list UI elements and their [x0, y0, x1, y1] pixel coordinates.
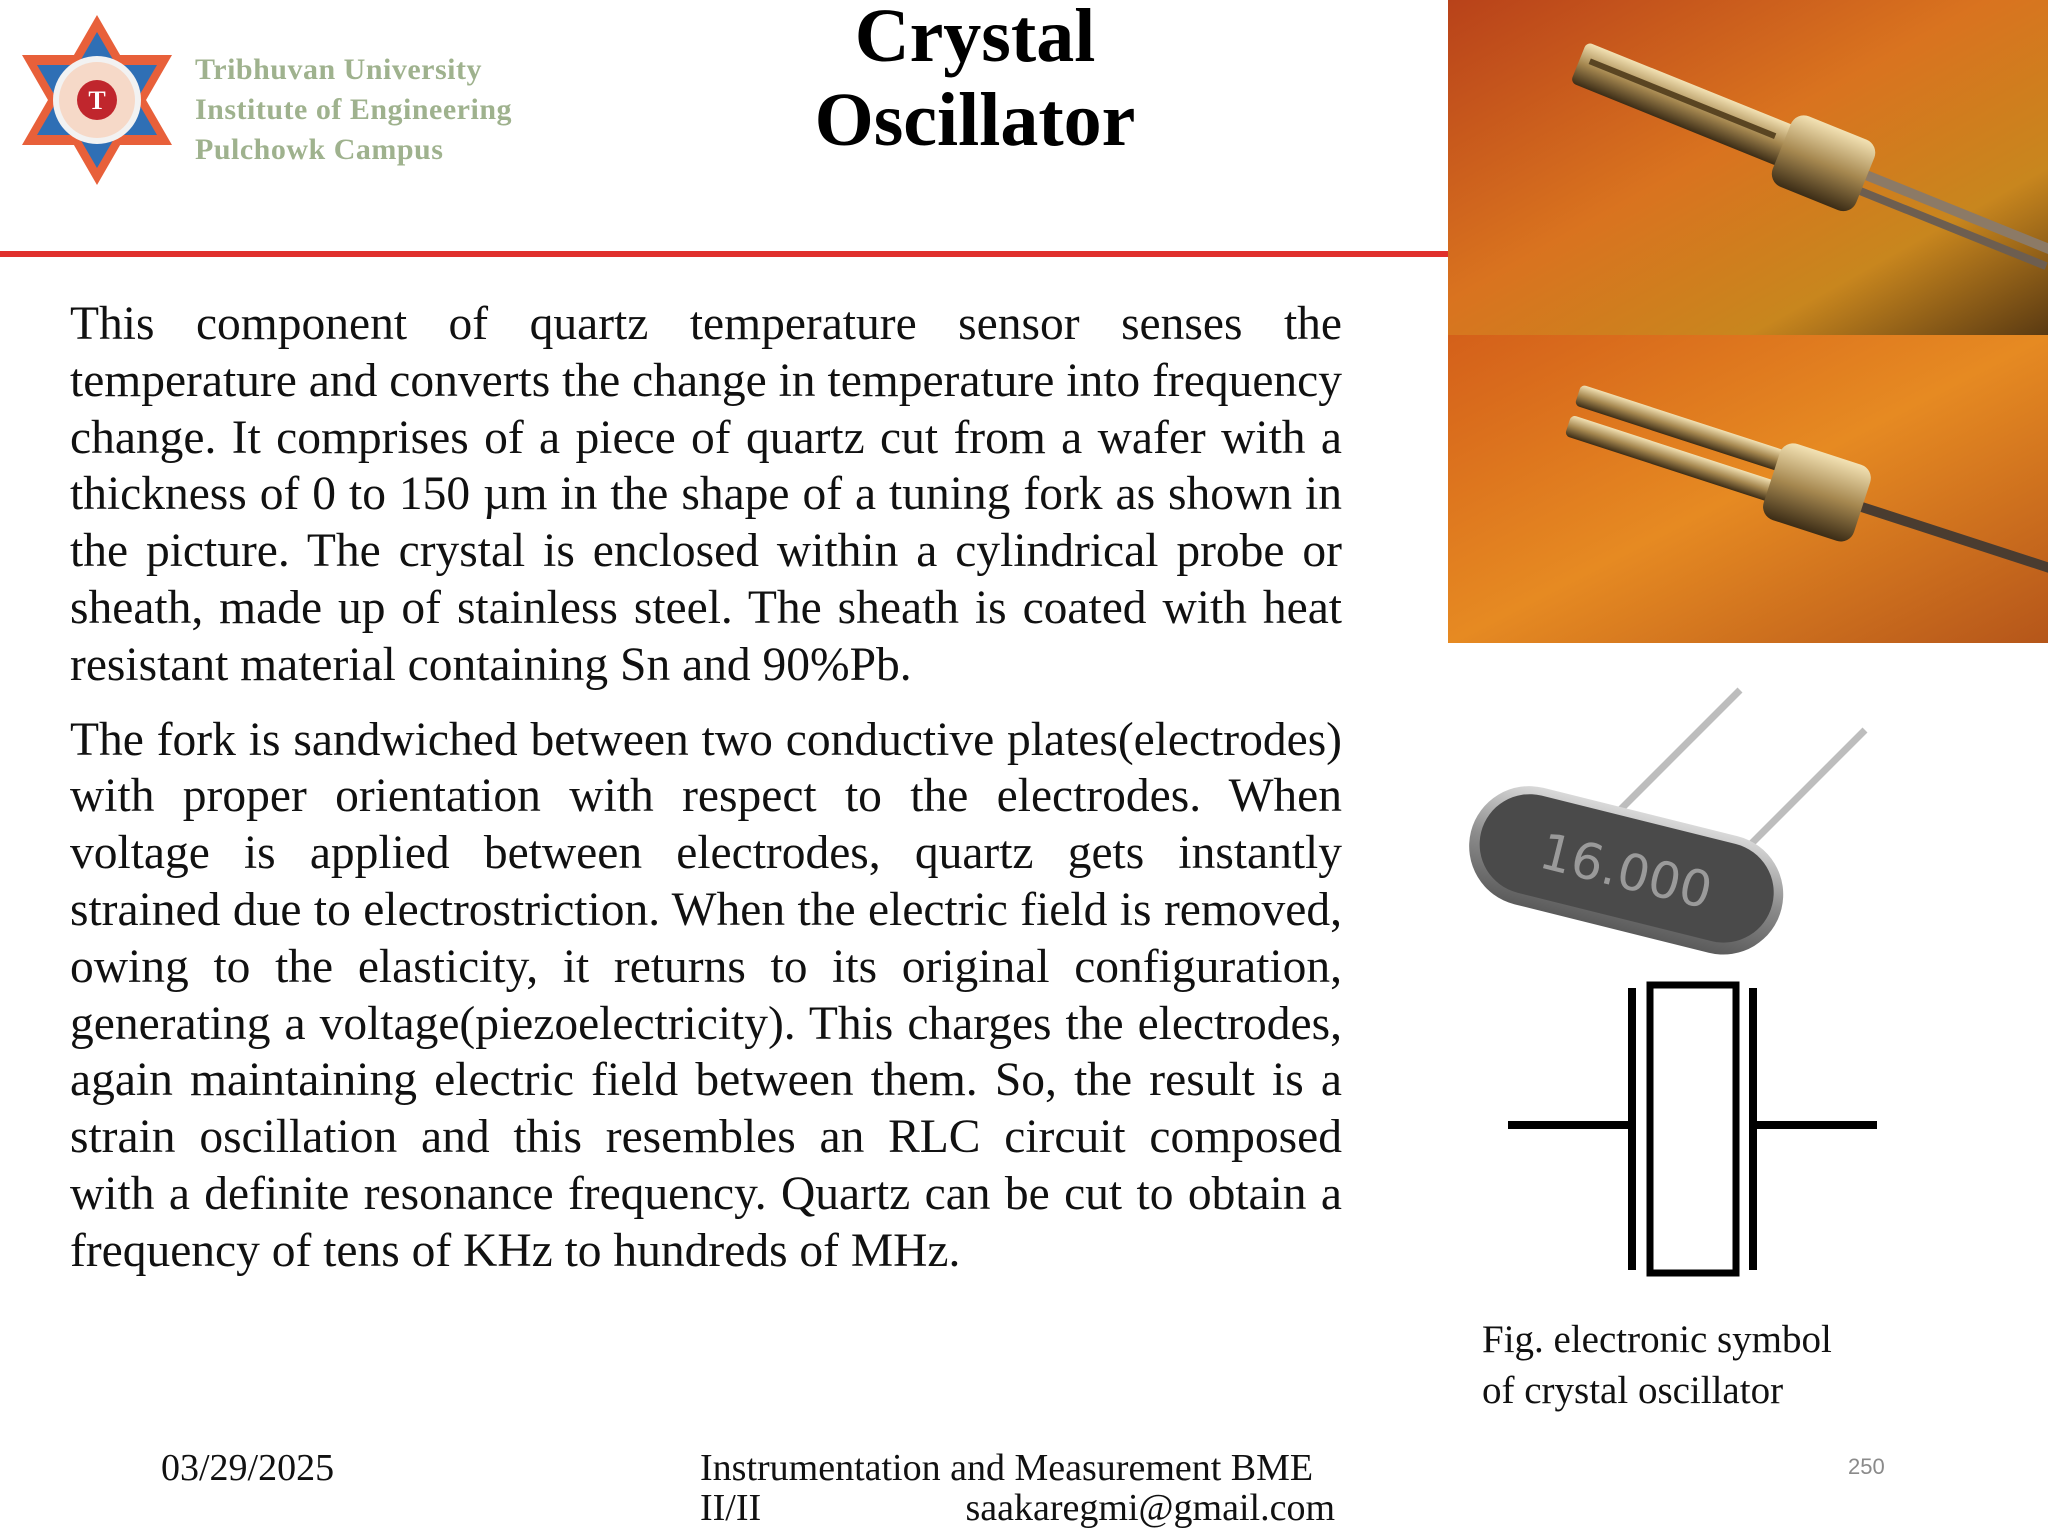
crystal-marking: 16.000: [1534, 821, 1718, 921]
slide-title: [700, 0, 1250, 162]
logo-text: [195, 50, 512, 170]
footer-semester: II/II: [700, 1487, 762, 1529]
footer-course: [700, 1448, 1335, 1528]
footer-course-line1: Instrumentation and Measurement BME: [700, 1447, 1314, 1489]
logo-line-campus: Pulchowk Campus: [195, 133, 444, 166]
figure-caption-line1: Fig. electronic symbol: [1482, 1318, 1832, 1361]
page-number: 250: [1848, 1454, 1885, 1479]
slide-title-line1: Crystal: [854, 0, 1096, 78]
university-seal-icon: [12, 10, 182, 190]
logo-line-institute: Institute of Engineering: [195, 93, 513, 126]
footer-date: 03/29/2025: [161, 1447, 335, 1489]
crystal-oscillator-symbol-icon: [1500, 980, 1890, 1280]
university-logo: [12, 10, 612, 200]
figure-caption-line2: of crystal oscillator: [1482, 1369, 1784, 1412]
slide-body: [70, 296, 1342, 1280]
crystal-package-image: [1445, 680, 1885, 980]
svg-text:T: T: [88, 86, 106, 115]
body-paragraph-1: This component of quartz temperature sensor senses the temperature and converts the change in temperature into frequency change. It comprises of a piece of quartz cut from a wafer with a thickness of 0 to 150 µm in the shape of a tuning fork as shown in the picture. The crystal is enclosed within a cylindrical probe or sheath, made up of stainless steel. The sheath is coated with heat resistant material containing Sn and 90%Pb.: [70, 298, 1342, 691]
body-paragraph-2: The fork is sandwiched between two conductive plates(electrodes) with proper orientation with respect to the electrodes. When voltage is applied between electrodes, quartz gets instantly strained due to electrostriction. When the electric field is removed, owing to the elasticity, it returns to its original configuration, generating a voltage(piezoelectricity). This charges the electrodes, again maintaining electric field between them. So, the result is a strain oscillation and this resembles an RLC circuit composed with a definite resonance frequency. Quartz can be cut to obtain a frequency of tens of KHz to hundreds of MHz.: [70, 713, 1342, 1277]
logo-line-university: Tribhuvan University: [195, 53, 482, 86]
figure-caption: [1482, 1314, 1942, 1416]
slide-title-line2: Oscillator: [814, 78, 1136, 162]
header-divider: [0, 251, 1448, 257]
footer-email: saakaregmi@gmail.com: [965, 1487, 1335, 1529]
tuning-fork-crystal-photo: [1448, 0, 2048, 643]
crystal-photo-icon: [1448, 0, 2048, 643]
